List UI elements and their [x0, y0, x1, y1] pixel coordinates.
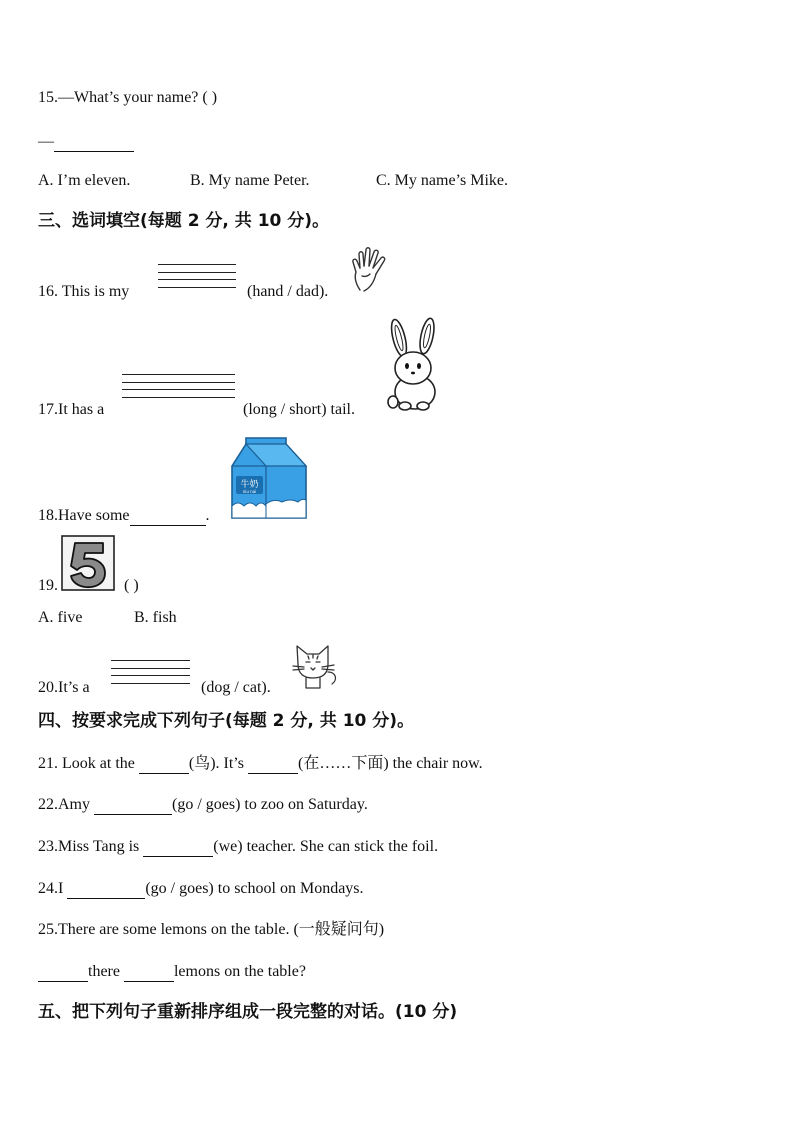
q21-text-a: 21. Look at the — [38, 755, 135, 772]
q18-prefix-text: 18.Have some — [38, 507, 130, 524]
q25-blank-1[interactable] — [38, 965, 88, 982]
rabbit-icon — [383, 318, 443, 414]
q21-text-c: (在……下面) the chair now. — [297, 755, 483, 772]
q15-question: 15.—What’s your name? ( ) — [38, 89, 218, 106]
carton-label: 牛奶 — [240, 480, 259, 490]
q15-dash: — — [38, 133, 54, 150]
section5-title: 五、把下列句子重新排序组成一段完整的对话。(10 分) — [38, 1002, 458, 1022]
q19-option-b: B. fish — [134, 609, 177, 626]
q16-choices: (hand / dad). — [247, 283, 329, 300]
q18-prefix — [38, 506, 210, 526]
section4-title: 四、按要求完成下列句子(每题 2 分, 共 10 分)。 — [38, 711, 415, 731]
q21-text-b: (鸟). It’s — [188, 755, 244, 772]
q15-answer-line — [38, 132, 134, 152]
q22-line — [38, 795, 368, 815]
q21-blank-1[interactable] — [139, 757, 189, 774]
q19-option-a: A. five — [38, 609, 83, 626]
hand-icon — [350, 246, 394, 294]
q23-text-a: 23.Miss Tang is — [38, 838, 140, 855]
q20-choices: (dog / cat). — [201, 679, 271, 696]
q25-answer-line — [38, 962, 306, 982]
q17-choices: (long / short) tail. — [243, 401, 355, 418]
q23-line — [38, 837, 438, 857]
section3-title: 三、选词填空(每题 2 分, 共 10 分)。 — [38, 211, 330, 231]
q24-text-a: 24.I — [38, 880, 64, 897]
q25-text-b: there — [88, 963, 120, 980]
q20-writing-lines[interactable] — [111, 660, 190, 690]
q24-blank[interactable] — [67, 882, 145, 899]
number-five-icon — [61, 535, 115, 591]
q18-suffix: . — [205, 507, 210, 524]
q21-blank-2[interactable] — [248, 757, 298, 774]
q15-option-c: C. My name’s Mike. — [376, 172, 508, 189]
q15-option-b: B. My name Peter. — [190, 172, 310, 189]
q22-text-b: (go / goes) to zoo on Saturday. — [172, 796, 368, 813]
q19-paren: ( ) — [124, 577, 139, 594]
q25-blank-2[interactable] — [124, 965, 174, 982]
q17-writing-lines[interactable] — [122, 374, 235, 404]
q22-blank[interactable] — [94, 798, 172, 815]
q19-prefix: 19. — [38, 577, 58, 594]
q15-option-a: A. I’m eleven. — [38, 172, 131, 189]
q15-answer-blank[interactable] — [54, 135, 134, 152]
q16-prefix: 16. This is my — [38, 283, 130, 300]
q24-text-b: (go / goes) to school on Mondays. — [145, 880, 364, 897]
milk-carton-icon — [230, 436, 308, 522]
q17-prefix: 17.It has a — [38, 401, 105, 418]
q23-blank[interactable] — [143, 840, 213, 857]
q20-prefix: 20.It’s a — [38, 679, 90, 696]
q22-text-a: 22.Amy — [38, 796, 90, 813]
q16-writing-lines[interactable] — [158, 264, 236, 294]
q23-text-b: (we) teacher. She can stick the foil. — [213, 838, 439, 855]
cat-icon — [292, 642, 340, 690]
carton-sublabel: niu nai — [242, 489, 257, 494]
q21-line — [38, 754, 483, 774]
q18-answer-blank[interactable] — [130, 509, 206, 526]
q25-text-c: lemons on the table? — [173, 963, 306, 980]
q25-question: 25.There are some lemons on the table. (一般疑问句) — [38, 921, 385, 938]
q24-line — [38, 879, 364, 899]
